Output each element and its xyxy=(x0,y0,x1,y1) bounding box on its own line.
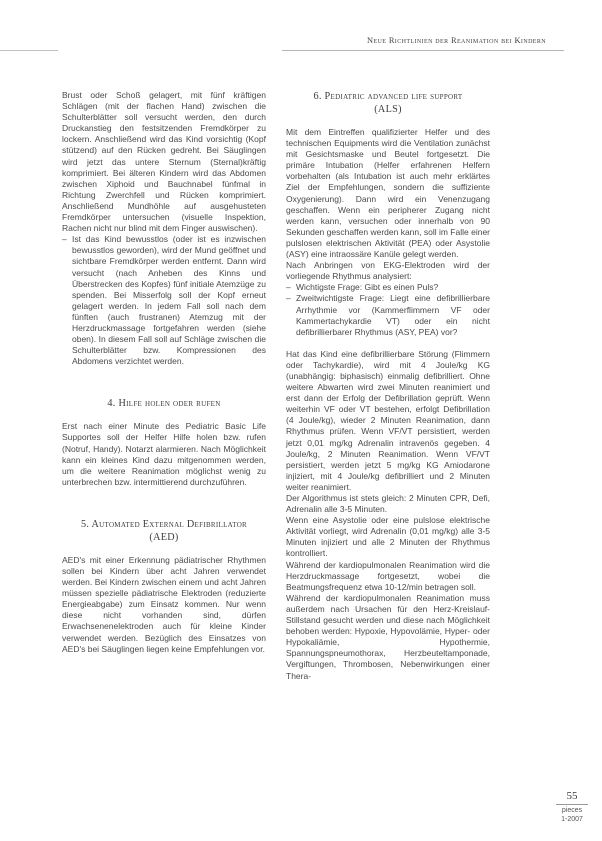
bullet-list xyxy=(286,282,490,337)
section-heading-4: 4. Hilfe holen oder rufen xyxy=(107,398,221,410)
paragraph: Hat das Kind eine defibrillierbare Störung (Flimmern oder Tachykardie), wird mit 4 Joule/kg KG (unabhängig: biphasisch) einmalig defibrilliert. Ohne weitere Abwarten wird zwei Minuten reanimiert und erst dann der Erfolg der Defibrillation geprüft. Wenn weiterhin VF oder VT bestehen, erfolgt Defibrillation (4 Joule/kg), wieder 2 Minuten Reanimation, dann Rhythmus prüfen. Wenn VF/VT persistiert, werden jetzt 0,01 mg/kg Adrenalin intravenös gegeben. 4 Joule/kg, 2 Minuten Reanimation. Wenn VF/VT persistiert, werden jetzt 5 mg/kg KG Amiodarone injiziert, mit 4 Joule/kg defibrilliert und 2 Minuten weiter reanimiert. xyxy=(286,348,490,492)
header-rule-left xyxy=(0,50,58,51)
spacer xyxy=(286,338,490,349)
spacer xyxy=(62,367,266,397)
running-head: Neue Richtlinien der Reanimation bei Kindern xyxy=(367,36,546,45)
header-rule-right xyxy=(282,50,564,51)
spacer xyxy=(286,116,490,127)
journal-name: pieces xyxy=(561,807,583,814)
section-heading-5: 5. Automated External Defibrillator (AED) xyxy=(80,518,248,543)
paragraph: Der Algorithmus ist stets gleich: 2 Minuten CPR, Defi, Adrenalin alle 3-5 Minuten. xyxy=(286,493,490,515)
left-column xyxy=(62,90,266,655)
section-heading-6: 6. Pediatric advanced life support (ALS) xyxy=(313,91,463,115)
journal-issue: 1-2007 xyxy=(561,816,583,823)
list-item: – Wichtigste Frage: Gibt es einen Puls? xyxy=(286,282,490,293)
footer-rule xyxy=(556,804,588,805)
paragraph: AED's mit einer Erkennung pädiatrischer Rhythmen sollen bei Kindern über acht Jahren verwendet werden. Bei Kindern zwischen einem und acht Jahren müssen spezielle pädiatrische Elektroden (reduzierte Energieabgabe) zum Einsatz kommen. Nur wenn diese nicht vorhanden sind, dürfen Erwachsenenelektroden auch für kleine Kinder verwendet werden. Bezüglich des Einsatzes von AED's bei Säuglingen liegen keine Empfehlungen vor. xyxy=(62,554,266,654)
paragraph: Während der kardiopulmonalen Reanimation wird die Herzdruckmassage fortgesetzt, wobei die Beatmungsfrequenz etwa 10-12/min betragen soll. xyxy=(286,559,490,592)
paragraph: Wenn eine Asystolie oder eine pulslose elektrische Aktivität vorliegt, wird Adrenalin (0,01 mg/kg) alle 3-5 Minuten injiziert und alle 2 Minuten der Rhythmus kontrolliert. xyxy=(286,515,490,559)
right-column xyxy=(286,90,490,682)
paragraph: Mit dem Eintreffen qualifizierter Helfer und des technischen Equipments wird die Ventilation zunächst mit Gesichtsmaske und Beutel fortgesetzt. Die primäre Intubation (Helfer erfahrenen Helfern vorbehalten (als Intubation ist auch mehr erklärtes Ziel der Empfehlungen, sondern die suffiziente Oxygenierung). Dann wird ein Venenzugang geschaffen. Wenn ein peripherer Zugang nicht werden kann, versuchen oder innerhalb von 90 Sekunden geschaffen werden kann, soll im Falle einer pulslosen elektrischen Aktivität (PEA) oder Asystolie (ASY) eine intraossäre Kanüle gelegt werden. xyxy=(286,127,490,260)
spacer xyxy=(62,488,266,518)
paragraph: Nach Anbringen von EKG-Elektroden wird der vorliegende Rhythmus analysiert: xyxy=(286,260,490,282)
paragraph: Erst nach einer Minute des Pediatric Basic Life Supportes soll der Helfer Hilfe holen bzw. rufen (Notruf, Handy). Notarzt alarmieren. Nach Möglichkeit kann ein kleines Kind dazu mitgenommen werden, um die weitere Reanimation möglichst wenig zu unterbrechen bzw. intermittierend durchzuführen. xyxy=(62,421,266,487)
spacer xyxy=(62,410,266,421)
list-item: – Zweitwichtigste Frage: Liegt eine defibrillierbare Arrhythmie vor (Kammerflimmern VF oder Kammertachykardie VT) oder ein nicht defibrillierbarer Rhythmus (ASY, PEA) vor? xyxy=(286,293,490,337)
page-number: 55 xyxy=(566,790,578,802)
bullet-list xyxy=(62,234,266,367)
paragraph: Während der kardiopulmonalen Reanimation muss außerdem nach Ursachen für den Herz-Kreislauf-Stillstand gesucht werden und diese nach Möglichkeit behoben werden: Hypoxie, Hypovolämie, Hyper- oder Hypokaliämie, Hypothermie, Spannungspneumothorax, Herzbeuteltamponade, Vergiftungen, Thrombosen, Nebenwirkungen einer Thera- xyxy=(286,592,490,681)
spacer xyxy=(62,544,266,555)
list-item: – Ist das Kind bewusstlos (oder ist es inzwischen bewusstlos geworden), wird der Mund geöffnet und sichtbare Fremdkörper werden entfernt. Dann wird versucht (nach Anheben des Kinns und Überstrecken des Kopfes) fünf initiale Atemzüge zu spenden. Bei Misserfolg soll der Kopf erneut gelagert werden. In jedem Fall soll nach dem fünften (auch frustranen) Atemzug mit der Herzdruckmassage fortgefahren werden (siehe oben). In diesem Fall soll auf Schläge zwischen die Schulterblätter bzw. Kompressionen des Abdomens verzichtet werden. xyxy=(62,234,266,367)
paragraph: Brust oder Schoß gelagert, mit fünf kräftigen Schlägen (mit der flachen Hand) zwischen die Schulterblätter soll versucht werden, den durch Druckanstieg den festsitzenden Fremdkörper zu lockern. Anschließend wird das Kind vorsichtig (Kopf stützend) auf den Rücken gedreht. Bei Säuglingen wird jetzt das untere Sternum (Sternal)kräftig komprimiert. Bei älteren Kindern wird das Abdomen zwischen Xiphoid und Bauchnabel fünfmal in Richtung Zwerchfell und Rücken komprimiert. Anschließend Mundhöhle auf ausgehusteten Fremdkörper untersuchen (visuelle Inspektion, Rachen nicht nur blind mit dem Finger auswischen). xyxy=(62,90,266,234)
